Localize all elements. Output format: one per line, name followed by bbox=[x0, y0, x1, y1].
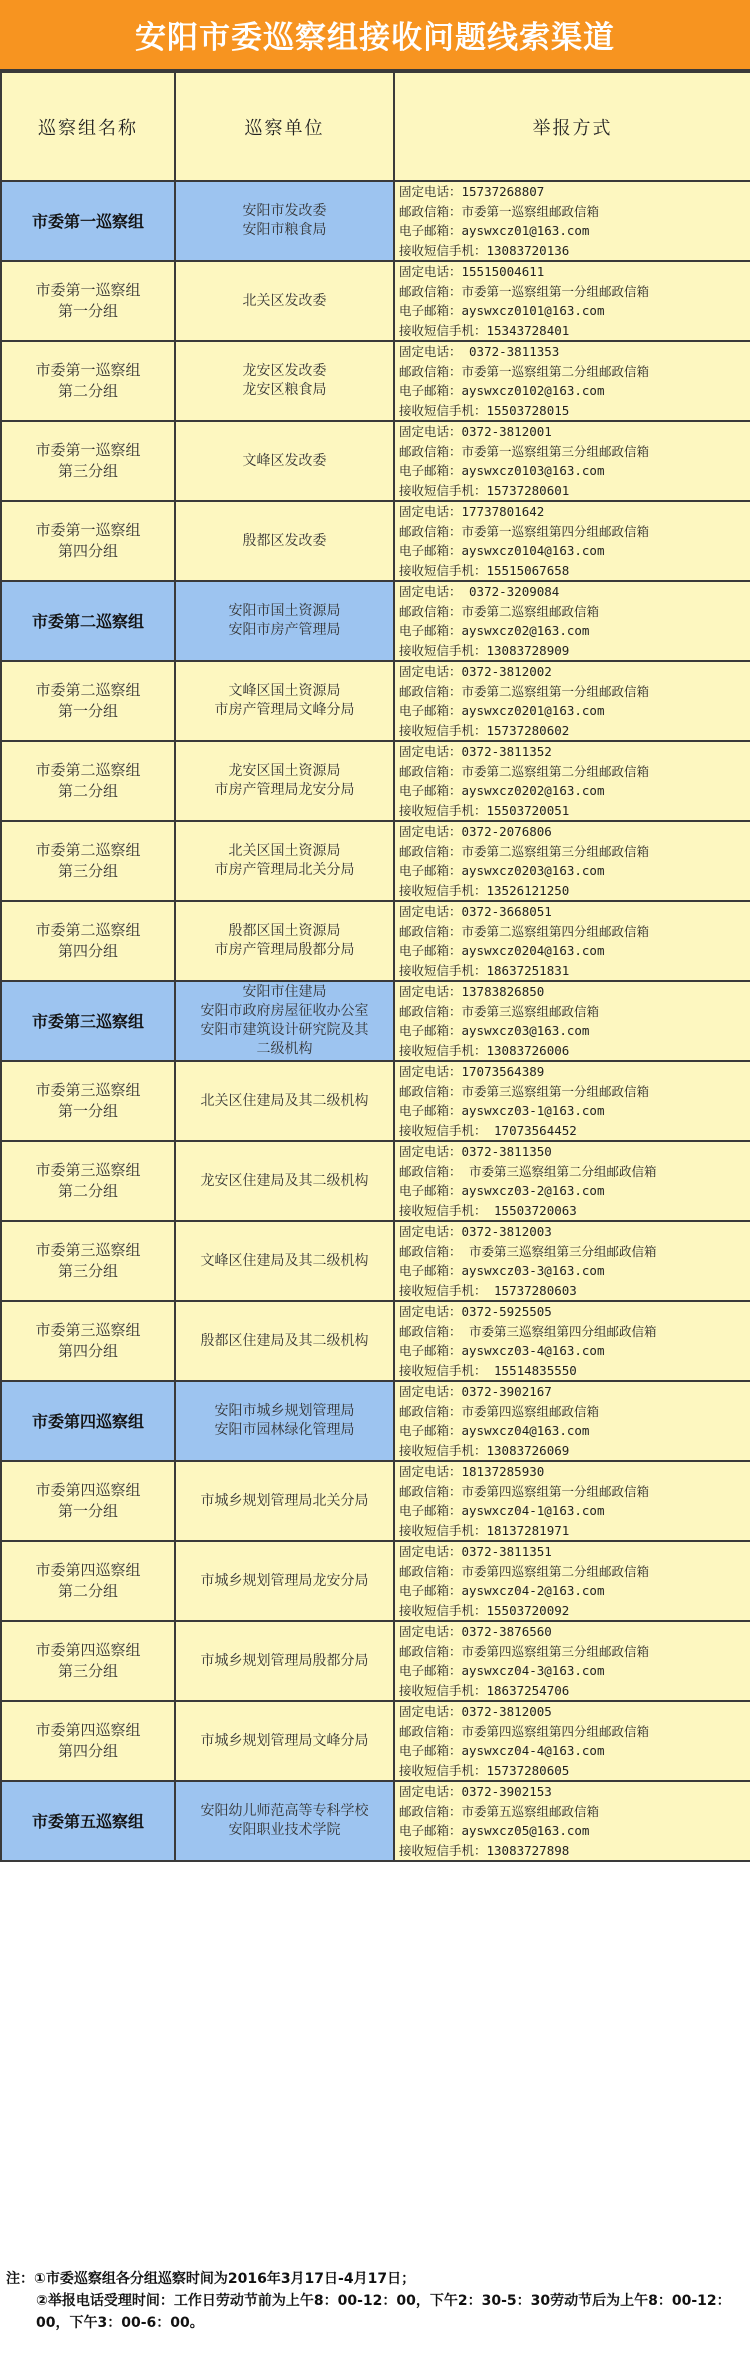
subgroup-row bbox=[1, 1461, 750, 1541]
report-method-cell bbox=[394, 1701, 750, 1781]
report-method-cell-line: 接收短信手机：13083728909 bbox=[399, 642, 570, 658]
report-method-cell-line: 接收短信手机： 17073564452 bbox=[399, 1122, 577, 1138]
report-method-cell bbox=[394, 261, 750, 341]
group-name-cell-line: 市委第一巡察组 bbox=[35, 281, 141, 299]
report-method-cell-line: 接收短信手机：15737280601 bbox=[399, 482, 570, 498]
report-method-cell-line: 邮政信箱：市委第四巡察组第四分组邮政信箱 bbox=[399, 1723, 650, 1739]
report-method-cell-line: 固定电话：17073564389 bbox=[399, 1064, 545, 1079]
report-method-cell-line: 固定电话：0372-2076806 bbox=[399, 824, 552, 839]
inspected-unit-cell bbox=[175, 1381, 394, 1461]
report-method-cell-line: 固定电话：0372-3812005 bbox=[399, 1704, 552, 1719]
report-method-cell-line: 邮政信箱：市委第四巡察组第三分组邮政信箱 bbox=[399, 1643, 650, 1659]
group-name-cell-line: 市委第五巡察组 bbox=[31, 1811, 144, 1831]
header-group-name: 巡察组名称 bbox=[1, 72, 175, 181]
group-name-cell-line: 市委第三巡察组 bbox=[35, 1321, 141, 1339]
subgroup-row bbox=[1, 1541, 750, 1621]
report-method-cell-line: 固定电话：0372-3668051 bbox=[399, 904, 552, 919]
group-name-cell-line: 第一分组 bbox=[57, 702, 118, 720]
report-method-cell bbox=[394, 981, 750, 1061]
group-name-cell-line: 第四分组 bbox=[57, 942, 118, 960]
report-method-cell-line: 接收短信手机：13083720136 bbox=[399, 242, 570, 258]
report-method-cell bbox=[394, 1301, 750, 1381]
subgroup-row bbox=[1, 261, 750, 341]
report-method-cell-line: 邮政信箱： 市委第三巡察组第三分组邮政信箱 bbox=[399, 1243, 657, 1259]
report-method-cell-line: 电子邮箱：ayswxcz04-1@163.com bbox=[399, 1503, 605, 1518]
group-name-cell-line: 市委第三巡察组 bbox=[31, 1011, 144, 1031]
group-name-cell-line: 市委第三巡察组 bbox=[35, 1081, 141, 1099]
inspected-unit-cell-line: 文峰区住建局及其二级机构 bbox=[200, 1252, 369, 1269]
report-method-cell-line: 接收短信手机：13083727898 bbox=[399, 1842, 570, 1858]
subgroup-row bbox=[1, 1061, 750, 1141]
group-name-cell-line: 第三分组 bbox=[57, 462, 118, 480]
group-row bbox=[1, 1381, 750, 1461]
group-name-cell bbox=[1, 661, 175, 741]
subgroup-row bbox=[1, 1621, 750, 1701]
report-method-cell-line: 电子邮箱：ayswxcz04-4@163.com bbox=[399, 1743, 605, 1758]
group-name-cell-line: 市委第四巡察组 bbox=[35, 1721, 141, 1739]
report-method-cell bbox=[394, 661, 750, 741]
report-method-cell-line: 电子邮箱：ayswxcz0202@163.com bbox=[399, 783, 605, 798]
report-method-cell-line: 固定电话：0372-3811351 bbox=[399, 1544, 552, 1559]
report-method-cell-line: 接收短信手机： 15737280603 bbox=[399, 1282, 577, 1298]
report-method-cell-line: 接收短信手机：15737280602 bbox=[399, 722, 570, 738]
report-method-cell-line: 固定电话：0372-3811350 bbox=[399, 1144, 552, 1159]
inspected-unit-cell-line: 安阳市房产管理局 bbox=[228, 622, 341, 638]
group-name-cell-line: 市委第二巡察组 bbox=[31, 611, 144, 631]
report-method-cell-line: 邮政信箱：市委第二巡察组第二分组邮政信箱 bbox=[399, 763, 650, 779]
report-method-cell bbox=[394, 581, 750, 661]
report-method-cell-line: 邮政信箱：市委第二巡察组第一分组邮政信箱 bbox=[399, 683, 650, 699]
inspected-unit-cell bbox=[175, 661, 394, 741]
inspected-unit-cell-line: 安阳市粮食局 bbox=[242, 222, 327, 238]
report-method-cell-line: 电子邮箱：ayswxcz03-3@163.com bbox=[399, 1263, 605, 1278]
report-method-cell-line: 接收短信手机：15503720092 bbox=[399, 1602, 570, 1618]
inspected-unit-cell-line: 北关区国土资源局 bbox=[228, 843, 341, 859]
inspected-unit-cell-line: 安阳市国土资源局 bbox=[228, 603, 341, 619]
header-report-method: 举报方式 bbox=[394, 72, 750, 181]
inspected-unit-cell-line: 北关区住建局及其二级机构 bbox=[200, 1092, 369, 1109]
report-method-cell-line: 邮政信箱：市委第四巡察组第一分组邮政信箱 bbox=[399, 1483, 650, 1499]
group-name-cell-line: 第二分组 bbox=[57, 1182, 118, 1200]
report-method-cell-line: 邮政信箱：市委第三巡察组邮政信箱 bbox=[399, 1003, 600, 1019]
group-name-cell-line: 市委第三巡察组 bbox=[35, 1241, 141, 1259]
inspected-unit-cell bbox=[175, 1221, 394, 1301]
header-inspected-unit: 巡察单位 bbox=[175, 72, 394, 181]
report-method-cell-line: 电子邮箱：ayswxcz03-4@163.com bbox=[399, 1343, 605, 1358]
inspected-unit-cell-line: 北关区发改委 bbox=[242, 292, 327, 309]
group-name-cell bbox=[1, 1541, 175, 1621]
report-method-cell-line: 固定电话：0372-3812003 bbox=[399, 1224, 552, 1239]
report-method-cell-line: 接收短信手机：18137281971 bbox=[399, 1522, 570, 1538]
inspected-unit-cell-line: 市城乡规划管理局龙安分局 bbox=[200, 1572, 369, 1589]
report-method-cell-line: 电子邮箱：ayswxcz03@163.com bbox=[399, 1023, 590, 1038]
group-name-cell-line: 第二分组 bbox=[57, 382, 118, 400]
group-name-cell-line: 市委第一巡察组 bbox=[35, 441, 141, 459]
inspected-unit-cell-line: 龙安区粮食局 bbox=[242, 382, 327, 398]
report-method-cell bbox=[394, 1221, 750, 1301]
report-method-cell-line: 邮政信箱：市委第一巡察组第三分组邮政信箱 bbox=[399, 443, 650, 459]
report-method-cell-line: 接收短信手机：15737280605 bbox=[399, 1762, 570, 1778]
group-name-cell bbox=[1, 581, 175, 661]
report-method-cell-line: 固定电话：0372-3812001 bbox=[399, 424, 552, 439]
group-name-cell-line: 第三分组 bbox=[57, 1662, 118, 1680]
report-method-cell-line: 电子邮箱：ayswxcz03-2@163.com bbox=[399, 1183, 605, 1198]
group-name-cell-line: 市委第二巡察组 bbox=[35, 761, 141, 779]
inspected-unit-cell-line: 市城乡规划管理局北关分局 bbox=[200, 1492, 369, 1509]
inspected-unit-cell-line: 文峰区发改委 bbox=[242, 452, 327, 469]
report-method-cell-line: 接收短信手机： 15503720063 bbox=[399, 1202, 577, 1218]
inspected-unit-cell-line: 市城乡规划管理局殷都分局 bbox=[200, 1652, 369, 1669]
group-name-cell-line: 市委第四巡察组 bbox=[35, 1561, 141, 1579]
header-row bbox=[1, 72, 750, 181]
report-method-cell-line: 固定电话：0372-3876560 bbox=[399, 1624, 552, 1639]
group-name-cell-line: 第二分组 bbox=[57, 782, 118, 800]
report-method-cell-line: 邮政信箱：市委第二巡察组第三分组邮政信箱 bbox=[399, 843, 650, 859]
inspected-unit-cell bbox=[175, 181, 394, 261]
report-method-cell-line: 接收短信手机：18637254706 bbox=[399, 1682, 570, 1698]
report-method-cell-line: 接收短信手机：18637251831 bbox=[399, 962, 570, 978]
report-method-cell-line: 电子邮箱：ayswxcz0102@163.com bbox=[399, 383, 605, 398]
group-name-cell bbox=[1, 501, 175, 581]
report-method-cell-line: 接收短信手机：13083726006 bbox=[399, 1042, 570, 1058]
report-method-cell-line: 固定电话： 0372-3811353 bbox=[399, 344, 560, 359]
report-method-cell-line: 接收短信手机：15343728401 bbox=[399, 322, 570, 338]
inspected-unit-cell-line: 殷都区国土资源局 bbox=[228, 923, 341, 939]
report-method-cell bbox=[394, 421, 750, 501]
report-method-cell-line: 固定电话：0372-3902167 bbox=[399, 1384, 552, 1399]
inspected-unit-cell bbox=[175, 901, 394, 981]
inspected-unit-cell bbox=[175, 981, 394, 1061]
group-name-cell bbox=[1, 341, 175, 421]
report-method-cell bbox=[394, 1781, 750, 1861]
report-method-cell bbox=[394, 741, 750, 821]
group-name-cell bbox=[1, 181, 175, 261]
inspected-unit-cell-line: 市房产管理局龙安分局 bbox=[214, 782, 355, 798]
subgroup-row bbox=[1, 661, 750, 741]
report-method-cell-line: 电子邮箱：ayswxcz0201@163.com bbox=[399, 703, 605, 718]
inspected-unit-cell bbox=[175, 821, 394, 901]
inspected-unit-cell-line: 安阳市城乡规划管理局 bbox=[214, 1403, 355, 1419]
report-method-cell-line: 接收短信手机：13526121250 bbox=[399, 882, 570, 898]
group-name-cell-line: 市委第一巡察组 bbox=[31, 211, 144, 231]
report-method-cell-line: 邮政信箱：市委第一巡察组第二分组邮政信箱 bbox=[399, 363, 650, 379]
inspected-unit-cell-line: 市房产管理局北关分局 bbox=[214, 862, 355, 878]
report-method-cell-line: 固定电话：0372-5925505 bbox=[399, 1304, 552, 1319]
report-method-cell-line: 接收短信手机：13083726069 bbox=[399, 1442, 570, 1458]
report-method-cell bbox=[394, 1061, 750, 1141]
subgroup-row bbox=[1, 741, 750, 821]
inspected-unit-cell-line: 安阳市园林绿化管理局 bbox=[214, 1422, 355, 1438]
inspected-unit-cell-line: 文峰区国土资源局 bbox=[228, 683, 341, 699]
group-name-cell bbox=[1, 1061, 175, 1141]
report-method-cell-line: 邮政信箱：市委第三巡察组第一分组邮政信箱 bbox=[399, 1083, 650, 1099]
subgroup-row bbox=[1, 821, 750, 901]
report-method-cell-line: 固定电话：15737268807 bbox=[399, 184, 545, 199]
inspected-unit-cell bbox=[175, 1461, 394, 1541]
inspected-unit-cell bbox=[175, 341, 394, 421]
group-name-cell-line: 市委第二巡察组 bbox=[35, 921, 141, 939]
group-name-cell bbox=[1, 1701, 175, 1781]
group-name-cell-line: 第四分组 bbox=[57, 542, 118, 560]
inspected-unit-cell-line: 安阳市政府房屋征收办公室 bbox=[200, 1003, 369, 1019]
group-name-cell bbox=[1, 901, 175, 981]
report-method-cell-line: 邮政信箱：市委第一巡察组第一分组邮政信箱 bbox=[399, 283, 650, 299]
report-method-cell-line: 电子邮箱：ayswxcz01@163.com bbox=[399, 223, 590, 238]
report-method-cell-line: 电子邮箱：ayswxcz0101@163.com bbox=[399, 303, 605, 318]
group-name-cell-line: 第一分组 bbox=[57, 302, 118, 320]
group-name-cell-line: 第三分组 bbox=[57, 862, 118, 880]
report-method-cell-line: 邮政信箱：市委第四巡察组邮政信箱 bbox=[399, 1403, 600, 1419]
subgroup-row bbox=[1, 501, 750, 581]
report-method-cell bbox=[394, 181, 750, 261]
report-method-cell bbox=[394, 1461, 750, 1541]
subgroup-row bbox=[1, 421, 750, 501]
inspected-unit-cell-line: 市房产管理局殷都分局 bbox=[214, 942, 355, 958]
report-method-cell-line: 邮政信箱：市委第二巡察组邮政信箱 bbox=[399, 603, 600, 619]
report-method-cell-line: 接收短信手机： 15514835550 bbox=[399, 1362, 577, 1378]
inspected-unit-cell bbox=[175, 1701, 394, 1781]
subgroup-row bbox=[1, 1701, 750, 1781]
group-name-cell bbox=[1, 261, 175, 341]
group-name-cell bbox=[1, 1381, 175, 1461]
report-method-cell-line: 邮政信箱：市委第四巡察组第二分组邮政信箱 bbox=[399, 1563, 650, 1579]
inspected-unit-cell-line: 二级机构 bbox=[256, 1041, 313, 1057]
inspected-unit-cell-line: 安阳职业技术学院 bbox=[228, 1822, 341, 1838]
report-method-cell-line: 固定电话： 0372-3209084 bbox=[399, 584, 560, 599]
group-name-cell-line: 市委第四巡察组 bbox=[35, 1481, 141, 1499]
report-method-cell-line: 电子邮箱：ayswxcz02@163.com bbox=[399, 623, 590, 638]
report-method-cell-line: 电子邮箱：ayswxcz05@163.com bbox=[399, 1823, 590, 1838]
page-title: 安阳市委巡察组接收问题线索渠道 bbox=[0, 0, 750, 71]
group-name-cell bbox=[1, 981, 175, 1061]
group-name-cell-line: 市委第一巡察组 bbox=[35, 361, 141, 379]
inspected-unit-cell bbox=[175, 261, 394, 341]
report-method-cell-line: 接收短信手机：15503720051 bbox=[399, 802, 570, 818]
subgroup-row bbox=[1, 1221, 750, 1301]
inspected-unit-cell-line: 市城乡规划管理局文峰分局 bbox=[200, 1732, 369, 1749]
group-row bbox=[1, 181, 750, 261]
group-row bbox=[1, 981, 750, 1061]
report-method-cell-line: 固定电话：13783826850 bbox=[399, 984, 545, 999]
inspected-unit-cell-line: 安阳市建筑设计研究院及其 bbox=[200, 1022, 369, 1038]
report-method-cell-line: 电子邮箱：ayswxcz04@163.com bbox=[399, 1423, 590, 1438]
group-name-cell-line: 第四分组 bbox=[57, 1342, 118, 1360]
report-method-cell bbox=[394, 1381, 750, 1461]
subgroup-row bbox=[1, 1301, 750, 1381]
report-method-cell-line: 固定电话：0372-3902153 bbox=[399, 1784, 552, 1799]
inspected-unit-cell bbox=[175, 1781, 394, 1861]
report-method-cell-line: 固定电话：0372-3811352 bbox=[399, 744, 552, 759]
group-name-cell bbox=[1, 1621, 175, 1701]
inspected-unit-cell bbox=[175, 1541, 394, 1621]
group-row bbox=[1, 581, 750, 661]
inspected-unit-cell-line: 安阳幼儿师范高等专科学校 bbox=[200, 1803, 369, 1819]
group-name-cell bbox=[1, 821, 175, 901]
subgroup-row bbox=[1, 341, 750, 421]
group-name-cell bbox=[1, 1781, 175, 1861]
group-name-cell bbox=[1, 741, 175, 821]
group-name-cell-line: 第三分组 bbox=[57, 1262, 118, 1280]
inspected-unit-cell bbox=[175, 501, 394, 581]
report-method-cell bbox=[394, 1141, 750, 1221]
group-name-cell-line: 第二分组 bbox=[57, 1582, 118, 1600]
inspected-unit-cell bbox=[175, 1061, 394, 1141]
group-name-cell-line: 第一分组 bbox=[57, 1502, 118, 1520]
report-method-cell-line: 固定电话：18137285930 bbox=[399, 1464, 545, 1479]
report-method-cell bbox=[394, 341, 750, 421]
report-method-cell-line: 邮政信箱：市委第一巡察组第四分组邮政信箱 bbox=[399, 523, 650, 539]
group-name-cell-line: 市委第三巡察组 bbox=[35, 1161, 141, 1179]
inspected-unit-cell bbox=[175, 1301, 394, 1381]
report-method-cell bbox=[394, 1541, 750, 1621]
group-name-cell bbox=[1, 1141, 175, 1221]
report-method-cell-line: 电子邮箱：ayswxcz03-1@163.com bbox=[399, 1103, 605, 1118]
inspected-unit-cell bbox=[175, 581, 394, 661]
report-method-cell bbox=[394, 501, 750, 581]
footnotes bbox=[0, 2260, 750, 2334]
footnote-1: 注：①市委巡察组各分组巡察时间为2016年3月17日-4月17日； bbox=[6, 2271, 416, 2287]
report-method-cell-line: 电子邮箱：ayswxcz04-2@163.com bbox=[399, 1583, 605, 1598]
group-name-cell-line: 市委第二巡察组 bbox=[35, 681, 141, 699]
group-name-cell bbox=[1, 1301, 175, 1381]
inspected-unit-cell-line: 市房产管理局文峰分局 bbox=[214, 702, 355, 718]
report-method-cell bbox=[394, 821, 750, 901]
inspected-unit-cell-line: 安阳市发改委 bbox=[242, 203, 327, 219]
report-method-cell bbox=[394, 901, 750, 981]
report-method-cell-line: 固定电话：17737801642 bbox=[399, 504, 545, 519]
inspected-unit-cell bbox=[175, 421, 394, 501]
group-name-cell bbox=[1, 1221, 175, 1301]
report-method-cell-line: 电子邮箱：ayswxcz0204@163.com bbox=[399, 943, 605, 958]
footnote-2: ②举报电话受理时间：工作日劳动节前为上午8：00-12：00，下午2：30-5：30劳动节后为上午8：00-12：00，下午3：00-6：00。 bbox=[36, 2293, 731, 2331]
subgroup-row bbox=[1, 901, 750, 981]
report-method-cell-line: 邮政信箱：市委第一巡察组邮政信箱 bbox=[399, 203, 600, 219]
group-row bbox=[1, 1781, 750, 1861]
inspected-unit-cell bbox=[175, 1141, 394, 1221]
inspected-unit-cell-line: 龙安区住建局及其二级机构 bbox=[200, 1172, 369, 1189]
report-method-cell-line: 电子邮箱：ayswxcz04-3@163.com bbox=[399, 1663, 605, 1678]
inspected-unit-cell-line: 殷都区发改委 bbox=[242, 532, 327, 549]
inspected-unit-cell-line: 安阳市住建局 bbox=[242, 984, 327, 1000]
group-name-cell-line: 第一分组 bbox=[57, 1102, 118, 1120]
group-name-cell bbox=[1, 421, 175, 501]
report-method-cell-line: 电子邮箱：ayswxcz0103@163.com bbox=[399, 463, 605, 478]
report-method-cell-line: 邮政信箱： 市委第三巡察组第四分组邮政信箱 bbox=[399, 1323, 657, 1339]
inspected-unit-cell-line: 龙安区国土资源局 bbox=[228, 763, 341, 779]
report-method-cell-line: 固定电话：0372-3812002 bbox=[399, 664, 552, 679]
group-name-cell-line: 市委第一巡察组 bbox=[35, 521, 141, 539]
report-method-cell-line: 接收短信手机：15503728015 bbox=[399, 402, 570, 418]
group-name-cell-line: 市委第二巡察组 bbox=[35, 841, 141, 859]
inspected-unit-cell bbox=[175, 741, 394, 821]
inspected-unit-cell-line: 殷都区住建局及其二级机构 bbox=[200, 1332, 369, 1349]
group-name-cell-line: 第四分组 bbox=[57, 1742, 118, 1760]
inspected-unit-cell-line: 龙安区发改委 bbox=[242, 363, 327, 379]
subgroup-row bbox=[1, 1141, 750, 1221]
report-method-cell-line: 邮政信箱： 市委第三巡察组第二分组邮政信箱 bbox=[399, 1163, 657, 1179]
group-name-cell-line: 市委第四巡察组 bbox=[35, 1641, 141, 1659]
group-name-cell-line: 市委第四巡察组 bbox=[31, 1411, 144, 1431]
report-method-cell-line: 邮政信箱：市委第二巡察组第四分组邮政信箱 bbox=[399, 923, 650, 939]
report-method-cell-line: 固定电话：15515004611 bbox=[399, 264, 545, 279]
report-method-cell-line: 电子邮箱：ayswxcz0104@163.com bbox=[399, 543, 605, 558]
channels-table bbox=[0, 71, 750, 1862]
report-method-cell bbox=[394, 1621, 750, 1701]
group-name-cell bbox=[1, 1461, 175, 1541]
report-method-cell-line: 接收短信手机：15515067658 bbox=[399, 562, 570, 578]
report-method-cell-line: 邮政信箱：市委第五巡察组邮政信箱 bbox=[399, 1803, 600, 1819]
report-method-cell-line: 电子邮箱：ayswxcz0203@163.com bbox=[399, 863, 605, 878]
inspected-unit-cell bbox=[175, 1621, 394, 1701]
